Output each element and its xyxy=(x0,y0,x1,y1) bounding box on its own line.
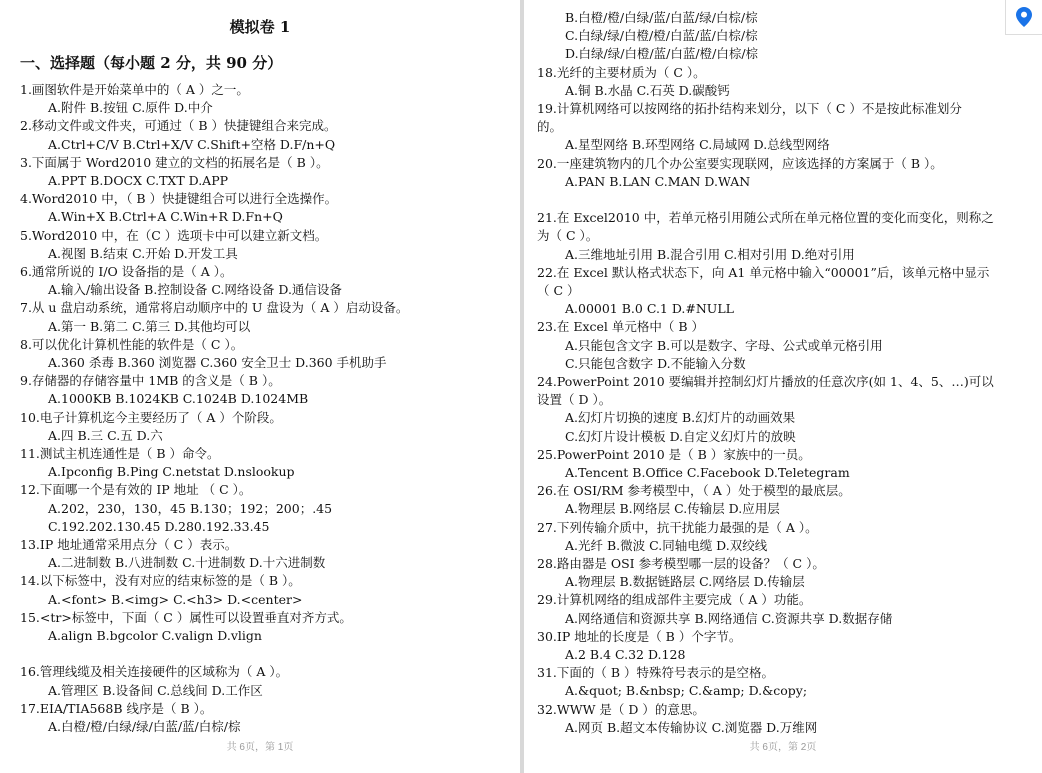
option-line: A.物理层 B.数据链路层 C.网络层 D.传输层 xyxy=(565,574,805,590)
option-line: A.2 B.4 C.32 D.128 xyxy=(565,647,686,662)
option-line: A.输入/输出设备 B.控制设备 C.网络设备 D.通信设备 xyxy=(48,282,342,298)
question-line: 22.在 Excel 默认格式状态下，向 A1 单元格中输入“00001”后，该单元格中显示 xyxy=(537,264,990,280)
question-line: 设置（ D ）。 xyxy=(537,392,612,408)
question-line: 15.<tr>标签中，下面（ C ）属性可以设置垂直对齐方式。 xyxy=(20,609,352,625)
question-line: 3.下面属于 Word2010 建立的文档的拓展名是（ B ）。 xyxy=(20,154,329,170)
option-line: A.四 B.三 C.五 D.六 xyxy=(48,427,163,443)
question-line: （ C ） xyxy=(537,283,580,298)
option-line: A.幻灯片切换的速度 B.幻灯片的动画效果 xyxy=(565,410,796,426)
location-pin-icon xyxy=(1016,7,1032,27)
option-line: A.二进制数 B.八进制数 C.十进制数 D.十六进制数 xyxy=(48,555,326,571)
question-line: 14.以下标签中，没有对应的结束标签的是（ B ）。 xyxy=(20,573,301,589)
page-footer: 共 6页，第 1页 xyxy=(226,742,294,753)
option-line: A.Tencent B.Office C.Facebook D.Teletegram xyxy=(565,465,850,480)
document-page-2 xyxy=(524,0,1042,773)
option-line: A.网页 B.超文本传输协议 C.浏览器 D.万维网 xyxy=(565,719,818,735)
question-line: 23.在 Excel 单元格中（ B ） xyxy=(537,319,705,335)
question-line: 29.计算机网络的组成部件主要完成（ A ）功能。 xyxy=(537,592,812,608)
option-line: A.网络通信和资源共享 B.网络通信 C.资源共享 D.数据存储 xyxy=(565,610,893,626)
location-button[interactable] xyxy=(1005,0,1042,35)
question-line: 1.画图软件是开始菜单中的（ A ）之一。 xyxy=(20,82,249,97)
question-line: 25.PowerPoint 2010 是（ B ）家族中的一员。 xyxy=(537,446,811,462)
option-line: A.视图 B.结束 C.开始 D.开发工具 xyxy=(48,245,238,261)
page-title: 模拟卷 1 xyxy=(229,18,291,36)
option-line: B.白橙/橙/白绿/蓝/白蓝/绿/白棕/棕 xyxy=(565,10,758,25)
option-line: A.星型网络 B.环型网络 C.局域网 D.总线型网络 xyxy=(565,137,830,153)
option-line: A.00001 B.0 C.1 D.#NULL xyxy=(565,301,734,317)
option-line: A.第一 B.第二 C.第三 D.其他均可以 xyxy=(48,318,251,334)
question-line: 18.光纤的主要材质为（ C ）。 xyxy=(537,64,706,80)
question-line: 24.PowerPoint 2010 要编辑并控制幻灯片播放的任意次序(如 1、4、5、…)可以 xyxy=(537,374,994,389)
question-line: 13.IP 地址通常采用点分（ C ）表示。 xyxy=(20,537,238,552)
question-line: 的。 xyxy=(537,119,563,135)
option-line: C.白绿/绿/白橙/橙/白蓝/蓝/白棕/棕 xyxy=(565,28,758,44)
option-line: A.光纤 B.微波 C.同轴电缆 D.双绞线 xyxy=(565,537,768,553)
question-line: 17.EIA/TIA568B 线序是（ B ）。 xyxy=(20,700,213,716)
option-line: A.三维地址引用 B.混合引用 C.相对引用 D.绝对引用 xyxy=(565,246,855,262)
question-line: 8.可以优化计算机性能的软件是（ C ）。 xyxy=(20,336,244,352)
question-line: 6.通常所说的 I/O 设备指的是（ A ）。 xyxy=(20,264,233,279)
question-line: 10.电子计算机迄今主要经历了（ A ）个阶段。 xyxy=(20,409,282,425)
question-line: 21.在 Excel2010 中，若单元格引用随公式所在单元格位置的变化而变化，则称之 xyxy=(537,210,994,226)
option-line: A.PPT B.DOCX C.TXT D.APP xyxy=(48,173,229,188)
question-line: 28.路由器是 OSI 参考模型哪一层的设备？（ C ）。 xyxy=(537,556,825,571)
option-line: A.360 杀毒 B.360 浏览器 C.360 安全卫士 D.360 手机助手 xyxy=(48,355,387,370)
question-line: 30.IP 地址的长度是（ B ）个字节。 xyxy=(537,628,742,644)
option-line: A.只能包含文字 B.可以是数字、字母、公式或单元格引用 xyxy=(565,337,883,353)
question-line: 19.计算机网络可以按网络的拓扑结构来划分，以下（ C ）不是按此标准划分 xyxy=(537,101,962,116)
option-line: A.1000KB B.1024KB C.1024B D.1024MB xyxy=(48,391,309,407)
option-line: A.202，230，130，45 B.130；192；200；.45 xyxy=(48,500,333,516)
option-line: A.管理区 B.设备间 C.总线间 D.工作区 xyxy=(48,682,263,698)
option-line: A.物理层 B.网络层 C.传输层 D.应用层 xyxy=(565,501,780,517)
question-line: 9.存储器的存储容量中 1MB 的含义是（ B ）。 xyxy=(20,373,281,389)
question-line: 20.一座建筑物内的几个办公室要实现联网，应该选择的方案属于（ B ）。 xyxy=(537,155,943,171)
question-line: 26.在 OSI/RM 参考模型中，（ A ）处于模型的最底层。 xyxy=(537,483,851,499)
question-line: 16.管理线缆及相关连接硬件的区域称为（ A ）。 xyxy=(20,664,289,680)
question-line: 27.下列传输介质中，抗干扰能力最强的是（ A ）。 xyxy=(537,519,818,535)
option-line: A.PAN B.LAN C.MAN D.WAN xyxy=(565,173,751,189)
option-line: A.<font> B.<img> C.<h3> D.<center> xyxy=(48,591,303,607)
page-footer: 共 6页，第 2页 xyxy=(749,742,817,753)
question-line: 为（ C ）。 xyxy=(537,228,599,244)
question-line: 31.下面的（ B ）特殊符号表示的是空格。 xyxy=(537,665,775,681)
option-line: A.白橙/橙/白绿/绿/白蓝/蓝/白棕/棕 xyxy=(48,719,241,734)
question-line: 32.WWW 是（ D ）的意思。 xyxy=(537,701,705,717)
option-line: C.只能包含数字 D.不能输入分数 xyxy=(565,355,746,371)
option-line: D.白绿/绿/白橙/蓝/白蓝/橙/白棕/棕 xyxy=(565,46,759,62)
section-heading: 一、选择题（每小题 2 分，共 90 分） xyxy=(20,54,283,72)
question-line: 12.下面哪一个是有效的 IP 地址 （ C ）。 xyxy=(20,482,252,498)
option-line: A.&quot; B.&nbsp; C.&amp; D.&copy; xyxy=(565,683,808,699)
document-page-1 xyxy=(0,0,520,773)
question-line: 5.Word2010 中，在（C ）选项卡中可以建立新文档。 xyxy=(20,227,328,243)
option-line: A.铜 B.水晶 C.石英 D.碳酸钙 xyxy=(565,82,730,98)
option-line: A.Ctrl+C/V B.Ctrl+X/V C.Shift+空格 D.F/n+Q xyxy=(48,136,336,152)
option-line: C.192.202.130.45 D.280.192.33.45 xyxy=(48,518,270,534)
question-line: 7.从 u 盘启动系统，通常将启动顺序中的 U 盘设为（ A ）启动设备。 xyxy=(20,300,409,316)
option-line: A.align B.bgcolor C.valign D.vlign xyxy=(48,628,262,643)
option-line: A.附件 B.按钮 C.原件 D.中介 xyxy=(48,100,213,116)
question-line: 11.测试主机连通性是（ B ）命令。 xyxy=(20,446,220,461)
option-line: C.幻灯片设计模板 D.自定义幻灯片的放映 xyxy=(565,428,796,444)
option-line: A.Ipconfig B.Ping C.netstat D.nslookup xyxy=(48,464,295,480)
question-line: 2.移动文件或文件夹，可通过（ B ）快捷键组合来完成。 xyxy=(20,118,337,134)
question-line: 4.Word2010 中，（ B ）快捷键组合可以进行全选操作。 xyxy=(20,191,338,207)
option-line: A.Win+X B.Ctrl+A C.Win+R D.Fn+Q xyxy=(48,209,283,225)
